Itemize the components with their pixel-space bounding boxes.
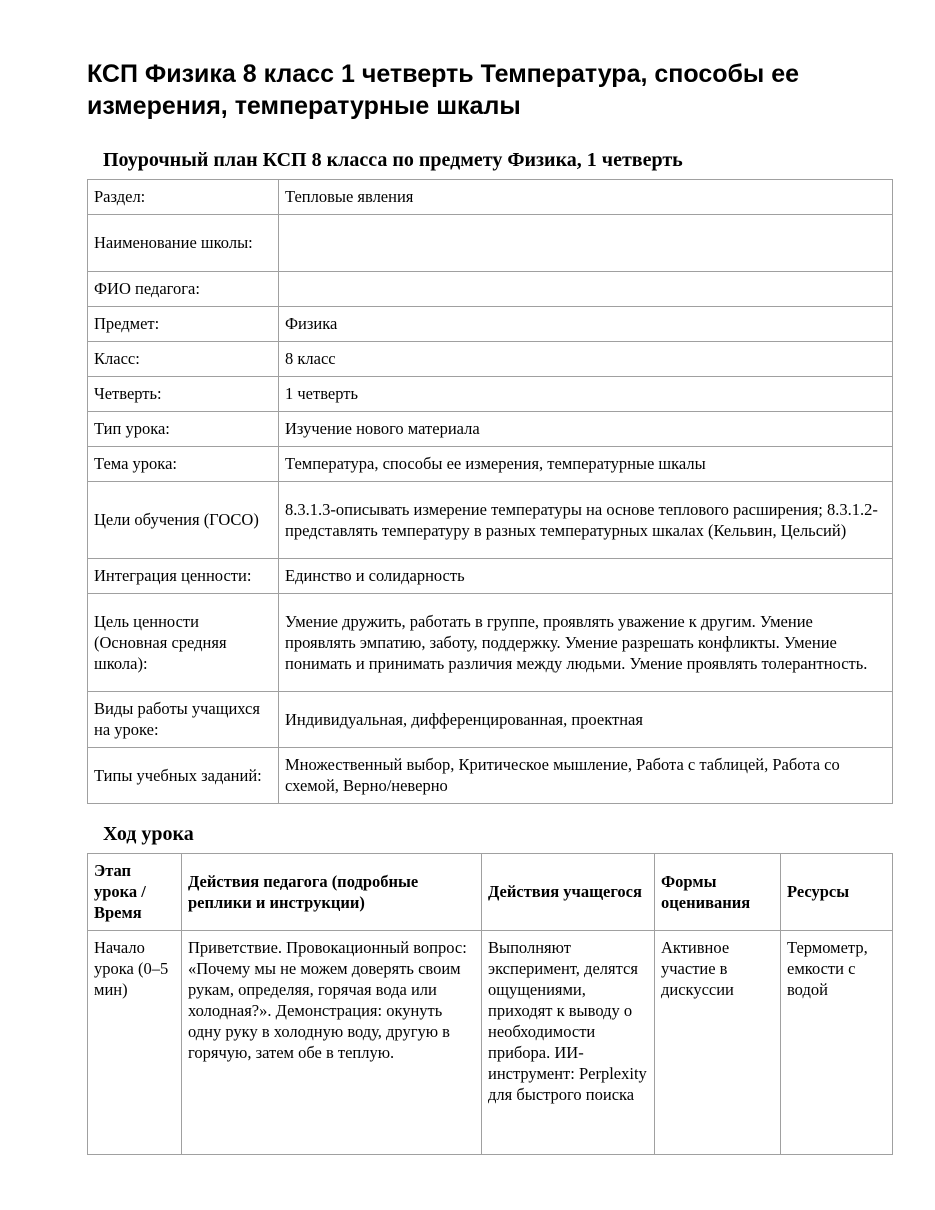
table-row [88,594,893,692]
info-value: Изучение нового материала [279,412,893,447]
cell-assessment: Активное участие в дискуссии [655,931,781,1155]
column-header-teacher: Действия педагога (подробные реплики и инструкции) [182,854,482,931]
plan-heading: Поурочный план КСП 8 класса по предмету Физика, 1 четверть [103,149,683,171]
info-value: Индивидуальная, дифференцированная, проектная [279,692,893,748]
info-value [279,215,893,272]
info-value: 8.3.1.3-описывать измерение температуры на основе теплового расширения; 8.3.1.2-представлять температуру в разных температурных шкалах (Кельвин, Цельсий) [279,482,893,559]
table-row [88,307,893,342]
table-row [88,692,893,748]
table-row [88,447,893,482]
cell-stage: Начало урока (0–5 мин) [88,931,182,1155]
table-row [88,559,893,594]
table-row [88,482,893,559]
info-label: Предмет: [88,307,279,342]
table-row [88,342,893,377]
lesson-info-table [87,179,893,804]
table-row [88,215,893,272]
table-row [88,412,893,447]
column-header-student: Действия учащегося [482,854,655,931]
document-page [87,58,893,1155]
table-row [88,748,893,804]
info-label: Тип урока: [88,412,279,447]
info-value: Умение дружить, работать в группе, проявлять уважение к другим. Умение проявлять эмпатию, заботу, поддержку. Умение разрешать конфликты. Умение понимать и принимать различия между людьми. Умение проявлять толерантность. [279,594,893,692]
table-row [88,931,893,1155]
page-title: КСП Физика 8 класс 1 четверть Температура, способы ее измерения, температурные шкалы [87,60,800,120]
cell-resources: Термометр, емкости с водой [781,931,893,1155]
info-label: Тема урока: [88,447,279,482]
info-label: Виды работы учащихся на уроке: [88,692,279,748]
lesson-flow-table [87,853,893,1155]
info-value [279,272,893,307]
info-value: Тепловые явления [279,180,893,215]
info-label: Цели обучения (ГОСО) [88,482,279,559]
info-label: Типы учебных заданий: [88,748,279,804]
info-label: Раздел: [88,180,279,215]
info-label: ФИО педагога: [88,272,279,307]
info-label: Класс: [88,342,279,377]
info-value: Единство и солидарность [279,559,893,594]
table-row [88,180,893,215]
cell-teacher: Приветствие. Провокационный вопрос: «Почему мы не можем доверять своим рукам, определяя, горячая вода или холодная?». Демонстрация: окунуть одну руку в холодную воду, другую в горячую, затем обе в теплую. [182,931,482,1155]
info-value: 1 четверть [279,377,893,412]
info-label: Четверть: [88,377,279,412]
info-value: Множественный выбор, Критическое мышление, Работа с таблицей, Работа со схемой, Верно/неверно [279,748,893,804]
info-value: 8 класс [279,342,893,377]
table-header-row [88,854,893,931]
info-label: Цель ценности (Основная средняя школа): [88,594,279,692]
info-label: Наименование школы: [88,215,279,272]
table-row [88,272,893,307]
flow-heading: Ход урока [103,823,194,845]
info-label: Интеграция ценности: [88,559,279,594]
column-header-assessment: Формы оценивания [655,854,781,931]
info-value: Температура, способы ее измерения, температурные шкалы [279,447,893,482]
cell-student: Выполняют эксперимент, делятся ощущениями, приходят к выводу о необходимости прибора. ИИ-инструмент: Perplexity для быстрого поиска [482,931,655,1155]
column-header-resources: Ресурсы [781,854,893,931]
column-header-stage: Этап урока / Время [88,854,182,931]
info-value: Физика [279,307,893,342]
table-row [88,377,893,412]
spacer [87,804,893,822]
